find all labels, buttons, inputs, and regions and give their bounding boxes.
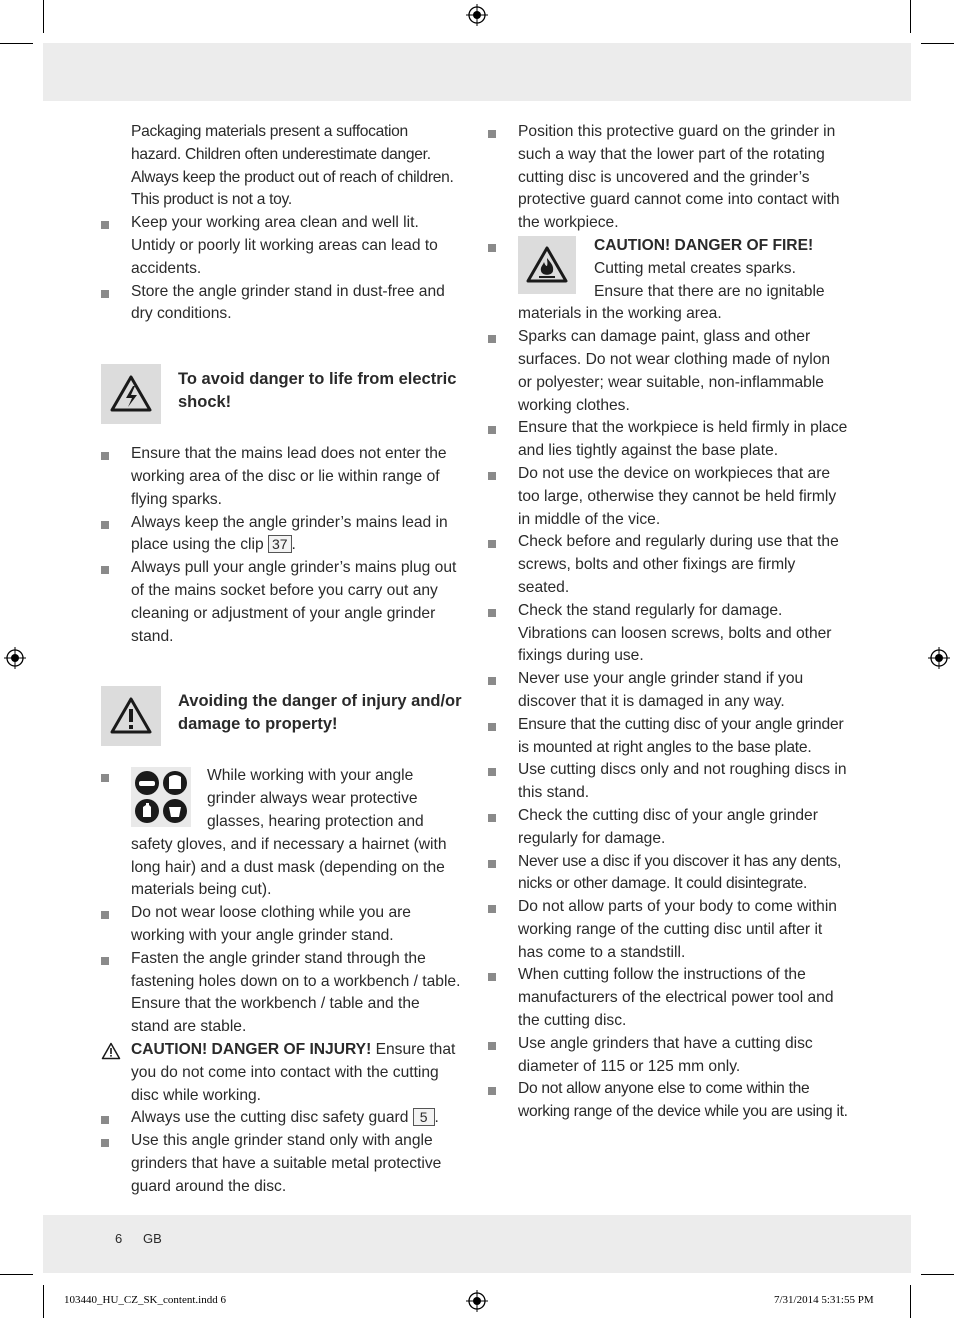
- punctuation: .: [434, 1109, 439, 1127]
- crop-mark: [43, 0, 44, 33]
- bullet-item: [488, 1033, 848, 1079]
- bullet-text: Use cutting discs only and not roughing discs in this stand.: [518, 761, 847, 802]
- bullet-text: Ensure that you do not come into contact with the cutting disc while working.: [131, 1040, 456, 1104]
- bullet-text: Do not wear loose clothing while you are working with your angle grinder stand.: [131, 904, 411, 944]
- bullet-text: Sparks can damage paint, glass and other surfaces. Do not wear clothing made of nylon or polyester; wear suitable, non-inflammable working clothes.: [518, 328, 831, 414]
- bullet-icon: [488, 768, 496, 776]
- bullet-text: Do not allow anyone else to come within the working range of the device while you are using it.: [518, 1080, 848, 1121]
- header-band: [43, 43, 911, 101]
- bullet-icon: [101, 1116, 109, 1124]
- bullet-icon: [488, 472, 496, 480]
- bullet-item: [488, 417, 848, 463]
- bullet-text: Fasten the angle grinder stand through the fastening holes down on to a workbench / table. Ensure that the workbench / table and the stand are stable.: [131, 949, 461, 1036]
- bullet-icon: [488, 609, 496, 617]
- crop-mark: [43, 1285, 44, 1318]
- bullet-icon: [101, 221, 109, 229]
- bullet-icon: [488, 244, 496, 252]
- bullet-item: [101, 557, 461, 648]
- electric-shock-warning-icon: [101, 364, 161, 424]
- bullet-text: Always pull your angle grinder’s mains plug out of the mains socket before you carry out any cleaning or adjustment of your angle grinder stand.: [131, 559, 457, 645]
- bullet-icon: [101, 774, 109, 782]
- bullet-icon: [101, 911, 109, 919]
- crop-mark: [910, 0, 911, 33]
- general-warning-icon: [101, 686, 161, 746]
- bullet-icon: [488, 860, 496, 868]
- right-column: [488, 121, 848, 1124]
- bullet-text: Ensure that the workpiece is held firmly in place and lies tightly against the base plate.: [518, 419, 848, 460]
- bullet-item: [101, 902, 461, 948]
- bullet-icon: [488, 426, 496, 434]
- language-code: GB: [143, 1231, 162, 1246]
- bullet-icon: [488, 130, 496, 138]
- caution-label: CAUTION! DANGER OF FIRE!: [594, 236, 814, 254]
- punctuation: .: [291, 536, 296, 554]
- bullet-icon: [488, 540, 496, 548]
- bullet-item: [488, 759, 848, 805]
- fire-warning-item: [488, 235, 848, 326]
- bullet-text: Check before and regularly during use that the screws, bolts and other fixings are firmly seated.: [518, 533, 839, 596]
- bullet-item: [488, 851, 848, 897]
- bullet-icon: [488, 1042, 496, 1050]
- bullet-icon: [488, 723, 496, 731]
- bullet-text: Check the stand regularly for damage. Vibrations can loosen screws, bolts and other fixings during use.: [518, 601, 832, 665]
- warning-item: [101, 1039, 461, 1107]
- crop-mark: [921, 1274, 954, 1275]
- bullet-item: [101, 1130, 461, 1198]
- bullet-item: [488, 896, 848, 964]
- bullet-icon: [101, 290, 109, 298]
- caution-label: CAUTION! DANGER OF INJURY!: [131, 1040, 372, 1058]
- bullet-icon: [101, 1139, 109, 1147]
- bullet-text: Do not use the device on workpieces that are too large, otherwise they cannot be held firmly in middle of the vice.: [518, 464, 837, 528]
- crop-mark: [0, 43, 33, 44]
- section-heading-text: Avoiding the danger of injury and/or damage to property!: [178, 692, 462, 734]
- bullet-item: [101, 512, 461, 558]
- bullet-icon: [488, 814, 496, 822]
- bullet-item: [488, 531, 848, 599]
- registration-mark-icon: [4, 647, 26, 669]
- footer-band: [43, 1215, 911, 1273]
- section-heading-injury: [101, 686, 461, 745]
- registration-mark-icon: [466, 4, 488, 26]
- bullet-text: Never use a disc if you discover it has any dents, nicks or other damage. It could disintegrate.: [518, 852, 842, 893]
- left-column: [101, 121, 461, 1198]
- bullet-icon: [101, 957, 109, 965]
- bullet-icon: [488, 905, 496, 913]
- crop-mark: [910, 1285, 911, 1318]
- crop-mark: [921, 43, 954, 44]
- bullet-text: While working with your angle grinder always wear protective glasses, hearing protection and safety gloves, and if necessary a hairnet (with long hair) and a dust mask (depending on the materials being cut).: [131, 767, 447, 899]
- bullet-text: Always use the cutting disc safety guard: [131, 1109, 413, 1127]
- bullet-item: [488, 600, 848, 668]
- bullet-icon: [101, 566, 109, 574]
- protective-equipment-icon: [131, 767, 191, 827]
- bullet-item: [101, 948, 461, 1039]
- bullet-item: [101, 212, 461, 280]
- bullet-item: [101, 443, 461, 511]
- crop-mark: [0, 1274, 33, 1275]
- warning-triangle-icon: [101, 1042, 121, 1060]
- bullet-item: [488, 1078, 848, 1124]
- bullet-item: [488, 326, 848, 417]
- bullet-item: [488, 714, 848, 760]
- bullet-item: [488, 805, 848, 851]
- bullet-icon: [101, 521, 109, 529]
- section-heading-text: To avoid danger to life from electric shock!: [178, 370, 457, 412]
- bullet-icon: [488, 677, 496, 685]
- bullet-text: When cutting follow the instructions of the manufacturers of the electrical power tool and the cutting disc.: [518, 966, 834, 1030]
- bullet-text: Always keep the angle grinder’s mains lead in place using the clip: [131, 513, 448, 554]
- part-reference-badge: 37: [268, 535, 292, 553]
- bullet-text: Keep your working area clean and well lit. Untidy or poorly lit working areas can lead to accidents.: [131, 214, 438, 277]
- timestamp-slug: 7/31/2014 5:31:55 PM: [774, 1294, 874, 1306]
- bullet-text: Use this angle grinder stand only with angle grinders that have a suitable metal protective guard around the disc.: [131, 1132, 442, 1195]
- registration-mark-icon: [466, 1290, 488, 1312]
- bullet-icon: [101, 452, 109, 460]
- bullet-icon: [488, 1087, 496, 1095]
- file-slug: 103440_HU_CZ_SK_content.indd 6: [64, 1294, 226, 1306]
- bullet-text: Ensure that the mains lead does not enter the working area of the disc or lie within range of flying sparks.: [131, 445, 447, 508]
- registration-mark-icon: [928, 647, 950, 669]
- bullet-icon: [488, 973, 496, 981]
- bullet-item: [101, 1107, 461, 1130]
- bullet-item: [101, 765, 461, 902]
- bullet-text: Cutting metal creates sparks. Ensure that there are no ignitable materials in the working area.: [518, 259, 825, 323]
- bullet-item: [488, 463, 848, 531]
- bullet-text: Never use your angle grinder stand if you discover that it is damaged in any way.: [518, 670, 804, 710]
- fire-warning-icon: [518, 236, 576, 294]
- bullet-text: Position this protective guard on the grinder in such a way that the lower part of the rotating cutting disc is uncovered and the grinder’s protective guard cannot come into contact with the workpiece.: [518, 123, 840, 232]
- safety-note: Packaging materials present a suffocation hazard. Children often underestimate danger. Always keep the product out of reach of children. This product is not a toy.: [131, 123, 454, 209]
- page-number: 6: [115, 1231, 123, 1246]
- bullet-item: [101, 281, 461, 327]
- part-reference-badge: 5: [413, 1108, 435, 1126]
- bullet-text: Do not allow parts of your body to come within working range of the cutting disc until after it has come to a standstill.: [518, 898, 837, 961]
- section-heading-electric-shock: [101, 364, 461, 423]
- bullet-text: Ensure that the cutting disc of your angle grinder is mounted at right angles to the base plate.: [518, 715, 844, 756]
- bullet-text: Store the angle grinder stand in dust-free and dry conditions.: [131, 282, 445, 323]
- bullet-item: [488, 668, 848, 714]
- bullet-icon: [488, 335, 496, 343]
- bullet-text: Use angle grinders that have a cutting disc diameter of 115 or 125 mm only.: [518, 1034, 813, 1075]
- bullet-item: [488, 964, 848, 1032]
- bullet-item: [488, 121, 848, 235]
- bullet-text: Check the cutting disc of your angle grinder regularly for damage.: [518, 806, 818, 847]
